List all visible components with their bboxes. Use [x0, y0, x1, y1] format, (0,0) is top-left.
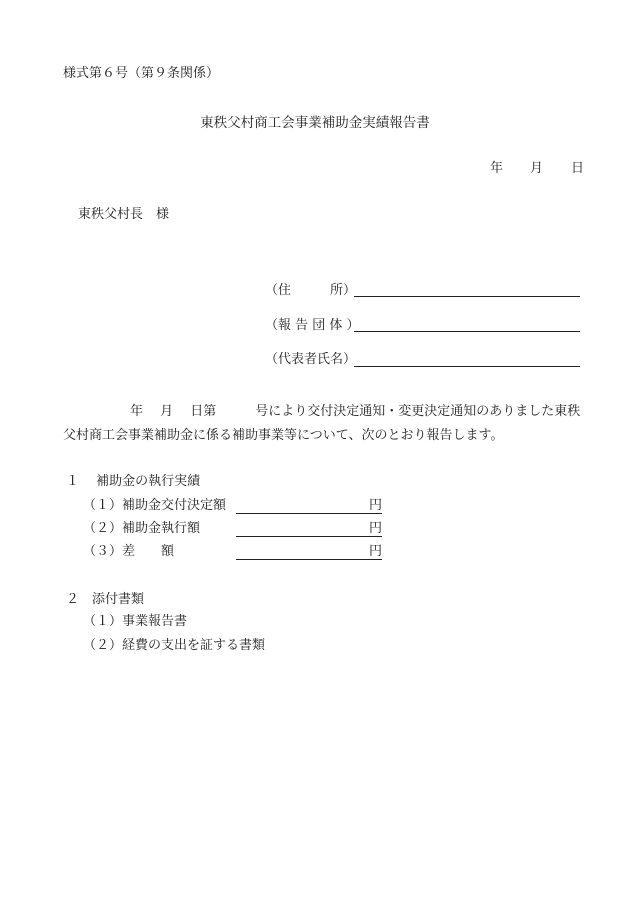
address-label: （住 所） [265, 283, 357, 298]
section-1-heading: １ 補助金の執行実績 [66, 474, 201, 489]
item-grant-decision-label: （１）補助金交付決定額 [83, 498, 227, 513]
section-2-heading: ２ 添付書類 [66, 592, 145, 607]
item-difference-label: （３）差 額 [83, 544, 175, 559]
representative-field-line[interactable] [354, 366, 580, 367]
address-field-line[interactable] [354, 296, 580, 297]
attachment-item: （２）経費の支出を証する書類 [83, 638, 266, 653]
representative-label: （代表者氏名） [265, 352, 357, 367]
yen-unit: 円 [369, 498, 383, 513]
grant-executed-amount-line[interactable] [236, 536, 382, 537]
organization-field-line[interactable] [354, 331, 580, 332]
yen-unit: 円 [369, 544, 383, 559]
date-month-label: 月 [530, 161, 544, 176]
body-text-line-1: 年 月 日第 号により交付決定通知・変更決定通知のありました東秩 [130, 404, 581, 419]
date-year-label: 年 [490, 161, 504, 176]
item-grant-executed-label: （２）補助金執行額 [83, 521, 201, 536]
document-title: 東秩父村商工会事業補助金実績報告書 [200, 115, 430, 131]
date-day-label: 日 [571, 161, 585, 176]
difference-amount-line[interactable] [236, 559, 382, 560]
addressee: 東秩父村長 様 [78, 207, 170, 222]
yen-unit: 円 [369, 521, 383, 536]
form-number: 様式第６号（第９条関係） [63, 66, 220, 81]
attachment-item: （１）事業報告書 [83, 614, 188, 629]
organization-label: （報 告 団 体 ） [265, 318, 360, 333]
grant-decision-amount-line[interactable] [236, 513, 382, 514]
body-text-line-2: 父村商工会事業補助金に係る補助事業等について、次のとおり報告します。 [63, 428, 504, 443]
